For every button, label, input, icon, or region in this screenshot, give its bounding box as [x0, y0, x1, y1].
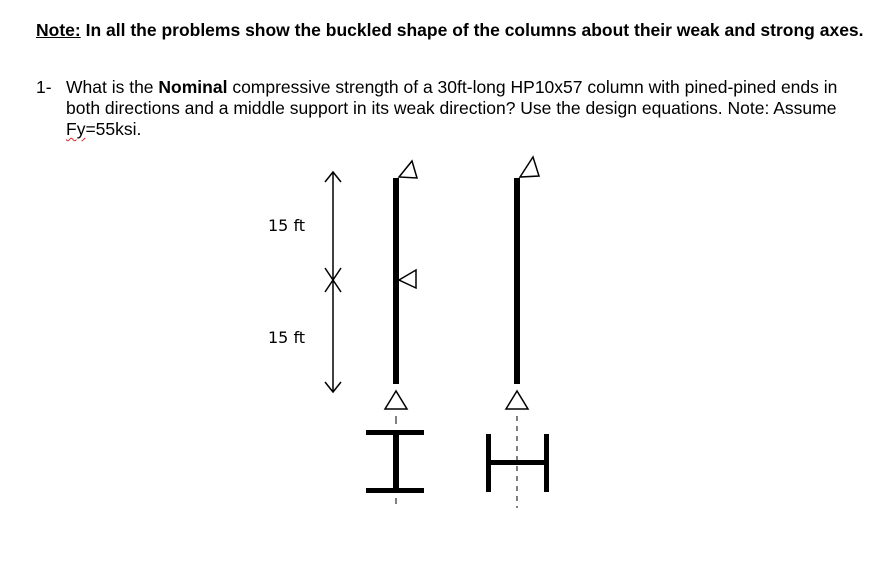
column-strong-member: [514, 178, 520, 384]
column-weak-axis: [366, 161, 424, 504]
middle-support-weak: [399, 270, 416, 288]
problem-text-bold: Nominal: [158, 77, 228, 97]
top-pin-support-weak: [399, 161, 417, 178]
problem-text-part-1: What is the: [66, 77, 159, 97]
column-strong-axis: [486, 157, 549, 508]
problem-number: 1-: [36, 77, 52, 97]
column-weak-member: [393, 178, 399, 384]
i-section-top-flange: [366, 430, 424, 435]
h-section-right-flange: [544, 434, 549, 492]
bottom-pin-support-strong: [506, 391, 528, 409]
note-text: In all the problems show the buckled shape of the columns about their weak and strong axes.: [85, 20, 864, 40]
dimension-label-upper: 15 ft: [268, 216, 306, 235]
h-section-left-flange: [486, 434, 491, 492]
fy-spellcheck: Fy: [66, 119, 86, 139]
dimension-label-lower: 15 ft: [268, 328, 306, 347]
i-section-bottom-flange: [366, 488, 424, 493]
dimension-line: [325, 172, 341, 392]
i-section-web: [393, 435, 399, 488]
problem-text-part-3: =55ksi.: [85, 119, 142, 139]
bottom-pin-support-weak: [385, 391, 407, 409]
note-label: Note:: [36, 20, 81, 40]
top-pin-support-strong: [520, 157, 539, 177]
problem-text-part-2: compressive strength of a 30ft-long HP10x57 column with pined-pined ends in both directions and a middle support in its weak direction? Use the design equations. Note: Assume: [66, 77, 838, 118]
